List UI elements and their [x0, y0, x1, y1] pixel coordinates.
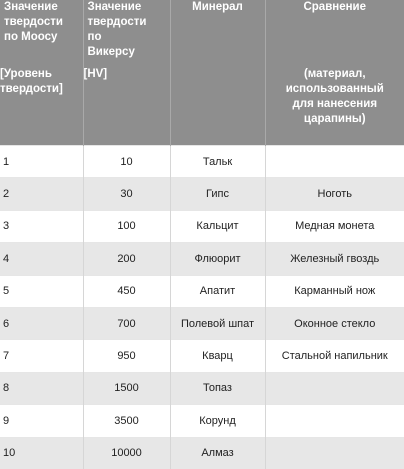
header-mohs-line: твердости [4, 15, 83, 30]
comparison-cell: Оконное стекло [265, 307, 404, 339]
header-comparison-note [265, 67, 404, 146]
table-header [0, 0, 404, 146]
vickers-cell: 10000 [83, 437, 170, 469]
vickers-cell: 100 [83, 210, 170, 242]
mohs-cell: 4 [0, 243, 83, 275]
header-comparison [265, 0, 404, 67]
vickers-cell: 10 [83, 146, 170, 178]
table-row [0, 372, 404, 404]
mineral-cell: Алмаз [170, 437, 265, 469]
vickers-cell: 950 [83, 340, 170, 372]
mineral-cell: Корунд [170, 405, 265, 437]
header-vickers-unit-line: [HV] [84, 67, 170, 82]
header-comparison-note-line: (материал, [266, 67, 404, 82]
vickers-cell: 200 [83, 243, 170, 275]
header-mohs-line: по Моосу [4, 30, 83, 45]
mineral-cell: Флюорит [170, 243, 265, 275]
comparison-cell [265, 437, 404, 469]
header-mineral-unit [170, 67, 265, 146]
header-mohs-unit-line: [Уровень [0, 67, 83, 82]
mineral-cell: Тальк [170, 146, 265, 178]
header-comparison-note-line: царапины) [266, 112, 404, 127]
vickers-cell: 30 [83, 178, 170, 210]
mineral-cell: Топаз [170, 372, 265, 404]
table-row [0, 178, 404, 210]
mineral-cell: Гипс [170, 178, 265, 210]
table-row [0, 340, 404, 372]
comparison-cell: Железный гвоздь [265, 243, 404, 275]
header-vickers-line: Значение [88, 0, 170, 15]
vickers-cell: 3500 [83, 405, 170, 437]
table-row [0, 210, 404, 242]
header-row-units [0, 67, 404, 146]
header-comparison-line: Сравнение [266, 0, 404, 15]
table-row [0, 307, 404, 339]
header-vickers-line: Викерсу [88, 45, 170, 60]
mohs-cell: 8 [0, 372, 83, 404]
header-vickers-line: твердости [88, 15, 170, 30]
comparison-cell: Медная монета [265, 210, 404, 242]
header-mohs-unit-line: твердости] [0, 82, 83, 97]
mineral-cell: Полевой шпат [170, 307, 265, 339]
mohs-cell: 1 [0, 146, 83, 178]
mineral-cell: Кварц [170, 340, 265, 372]
mohs-cell: 3 [0, 210, 83, 242]
mohs-cell: 9 [0, 405, 83, 437]
table-body [0, 146, 404, 469]
mohs-cell: 7 [0, 340, 83, 372]
header-row-titles [0, 0, 404, 67]
comparison-cell [265, 405, 404, 437]
header-mohs-unit [0, 67, 83, 146]
comparison-cell [265, 146, 404, 178]
mohs-cell: 6 [0, 307, 83, 339]
comparison-cell: Стальной напильник [265, 340, 404, 372]
table-row [0, 243, 404, 275]
comparison-cell [265, 372, 404, 404]
header-mohs-line: Значение [4, 0, 83, 15]
vickers-cell: 1500 [83, 372, 170, 404]
header-comparison-note-line: использованный [266, 82, 404, 97]
header-vickers-unit [83, 67, 170, 146]
mineral-cell: Апатит [170, 275, 265, 307]
header-mineral [170, 0, 265, 67]
vickers-cell: 700 [83, 307, 170, 339]
mohs-cell: 2 [0, 178, 83, 210]
table-row [0, 437, 404, 469]
table-row [0, 146, 404, 178]
header-mineral-line: Минерал [171, 0, 265, 15]
mohs-cell: 5 [0, 275, 83, 307]
mohs-cell: 10 [0, 437, 83, 469]
header-comparison-note-line: для нанесения [266, 97, 404, 112]
table-row [0, 275, 404, 307]
header-vickers-line: по [88, 30, 170, 45]
comparison-cell: Карманный нож [265, 275, 404, 307]
mineral-cell: Кальцит [170, 210, 265, 242]
vickers-cell: 450 [83, 275, 170, 307]
header-mohs [0, 0, 83, 67]
table-row [0, 405, 404, 437]
comparison-cell: Ноготь [265, 178, 404, 210]
header-vickers [83, 0, 170, 67]
